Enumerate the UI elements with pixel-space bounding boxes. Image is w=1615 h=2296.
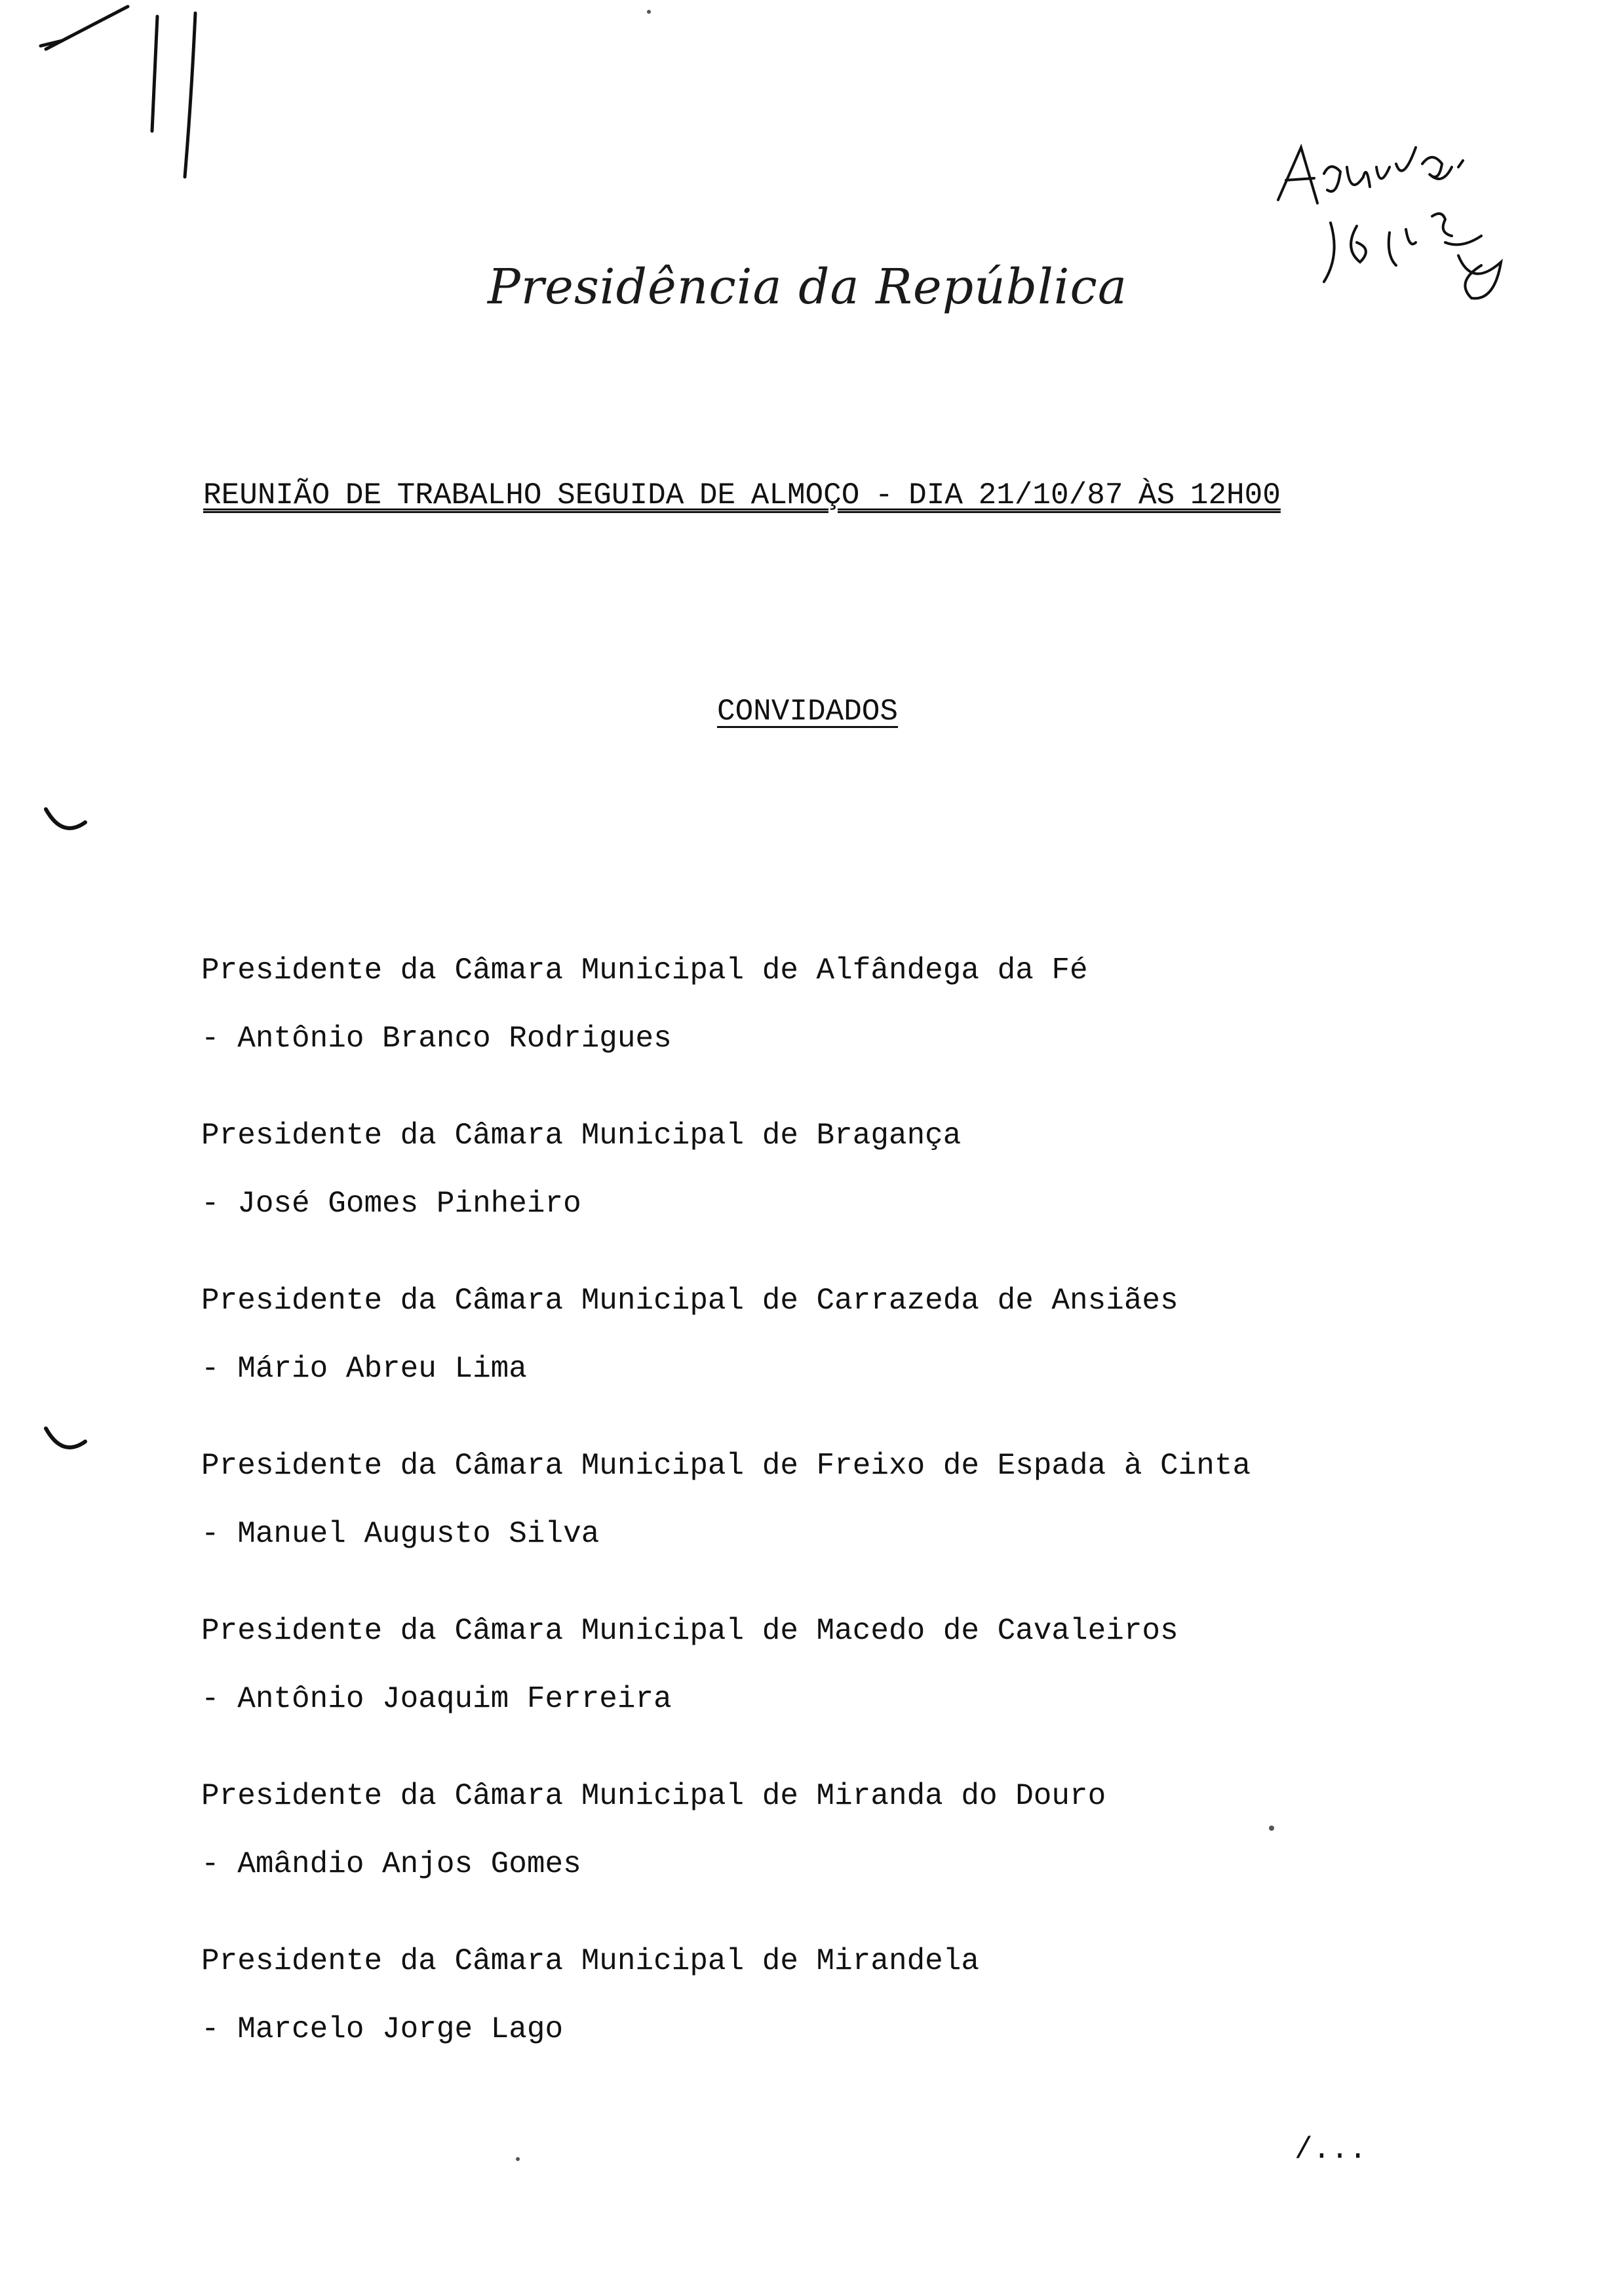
guest-entry — [201, 1284, 1512, 1449]
guest-role: Presidente da Câmara Municipal de Freixo de Espada à Cinta — [201, 1449, 1251, 1483]
guest-role: Presidente da Câmara Municipal de Miranda do Douro — [201, 1779, 1106, 1813]
top-left-pen-marks — [41, 7, 195, 177]
section-title-guests: CONVIDADOS — [716, 695, 899, 729]
guest-role: Presidente da Câmara Municipal de Alfândega da Fé — [201, 953, 1088, 987]
guest-name: - Amândio Anjos Gomes — [201, 1847, 581, 1881]
guest-name: - Mário Abreu Lima — [201, 1352, 527, 1386]
guest-entry — [201, 1944, 1512, 2109]
letterhead: Presidência da República — [488, 259, 1127, 315]
guest-entry — [201, 1449, 1512, 1614]
guest-name: - Antônio Branco Rodrigues — [201, 1022, 672, 1056]
guest-role: Presidente da Câmara Municipal de Carrazeda de Ansiães — [201, 1284, 1178, 1318]
guest-name: - José Gomes Pinheiro — [201, 1187, 581, 1221]
guest-name: - Antônio Joaquim Ferreira — [201, 1682, 672, 1716]
guest-name: - Marcelo Jorge Lago — [201, 2012, 564, 2046]
meeting-title: REUNIÃO DE TRABALHO SEGUIDA DE ALMOÇO - DIA 21/10/87 ÀS 12H00 — [203, 478, 1281, 512]
guest-role: Presidente da Câmara Municipal de Mirandela — [201, 1944, 979, 1978]
guest-entry — [201, 1779, 1512, 1944]
guest-role: Presidente da Câmara Municipal de Bragança — [201, 1119, 962, 1153]
guest-entry — [201, 1614, 1512, 1779]
guest-name: - Manuel Augusto Silva — [201, 1517, 600, 1551]
page-continuation-mark: /... — [1294, 2133, 1367, 2167]
guest-entry — [201, 1119, 1512, 1284]
guest-role: Presidente da Câmara Municipal de Macedo de Cavaleiros — [201, 1614, 1178, 1648]
guest-list — [201, 953, 1512, 2109]
guest-entry — [201, 953, 1512, 1119]
binder-marks — [46, 809, 85, 1447]
